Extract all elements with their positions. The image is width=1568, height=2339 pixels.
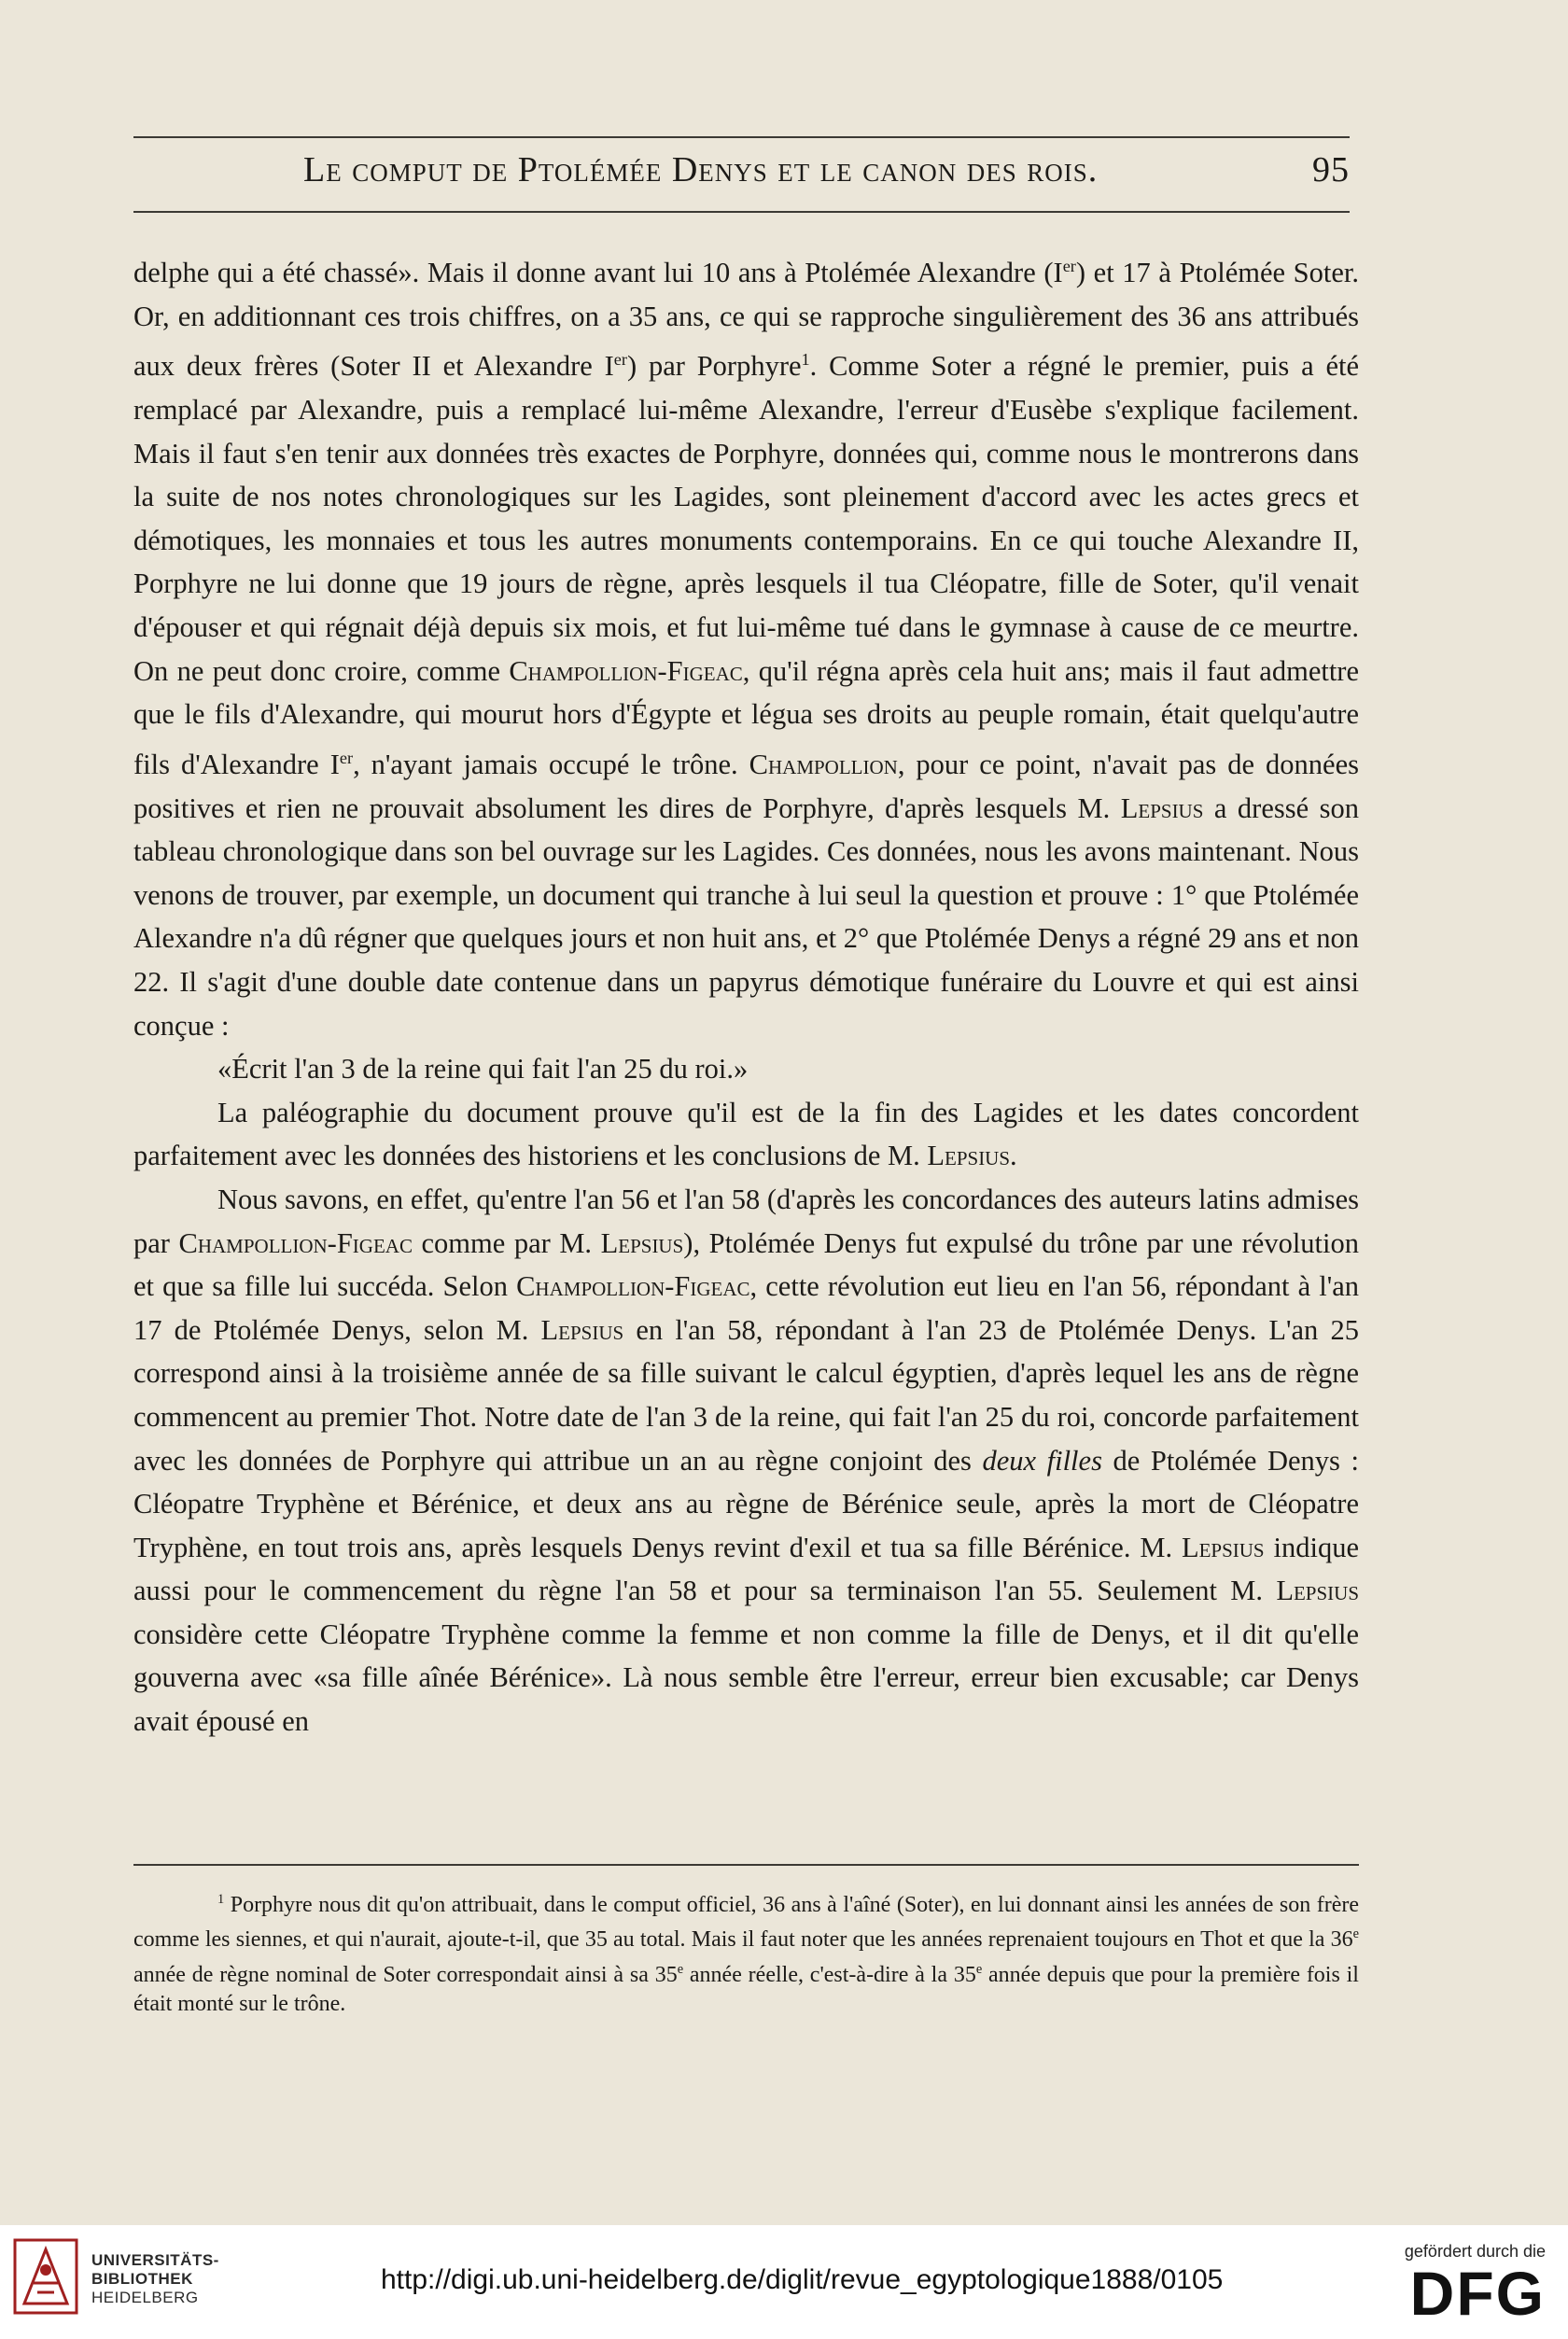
page-number: 95 [1312,150,1350,189]
running-header [133,149,1350,202]
running-title: Le comput de Ptolémée Denys et le canon des rois. [303,150,1099,189]
header-top-rule [133,136,1350,138]
paragraph: Nous savons, en effet, qu'entre l'an 56 et l'an 58 (d'après les concordances des auteurs latins admises par Champollion-Figeac comme par M. Lepsius), Ptolémée Denys fut expulsé du trône par une révolution et que sa fille lui succéda. Selon Champollion-Figeac, cette révolution eut lieu en l'an 56, répondant à l'an 17 de Ptolémée Denys, selon M. Lepsius en l'an 58, répondant à l'an 23 de Ptolémée Denys. L'an 25 correspond ainsi à la troisième année de sa fille suivant le calcul égyptien, d'après lequel les ans de règne commencent au premier Thot. Notre date de l'an 3 de la reine, qui fait l'an 25 du roi, concorde parfaitement avec les données de Porphyre qui attribue un an au règne conjoint des deux filles de Ptolémée Denys : Cléopatre Tryphène et Bérénice, et deux ans au règne de Bérénice seule, après la mort de Cléopatre Tryphène, en tout trois ans, après lesquels Denys revint d'exil et tua sa fille Bérénice. M. Lepsius indique aussi pour le commencement du règne l'an 58 et pour sa terminaison l'an 55. Seulement M. Lepsius considère cette Cléopatre Tryphène comme la femme et non comme la fille de Denys, et il dit qu'elle gouverna avec «sa fille aînée Bérénice». Là nous semble être l'erreur, erreur bien excusable; car Denys avait épousé en [133,1183,1360,1738]
university-seal-icon [13,2238,78,2315]
viewer-footer [0,2225,1568,2339]
institution-line: UNIVERSITÄTS- [91,2251,219,2269]
permalink-url[interactable]: http://digi.ub.uni-heidelberg.de/diglit/revue_egyptologique1888/0105 [381,2264,1224,2295]
quotation: «Écrit l'an 3 de la reine qui fait l'an 25 du roi.» [217,1053,749,1085]
footnote-text: $^1$ Porphyre nous dit qu'on attribuait, dans le comput officiel, 36 ans à l'aîné (Soter), en lui donnant ainsi les années de son frère comme les siennes, et qui n'aurait, ajoute-t-il, que 35 au total. Mais il faut noter que les années reprenaient toujours en Thot et que la 36e année de règne nominal de Soter correspondait ainsi à sa 35e année réelle, c'est-à-dire à la 35e année depuis que pour la première fois il était monté sur le trône. [133,1892,1359,2017]
dfg-logo: DFG [1409,2259,1546,2328]
body-text [133,245,1359,1744]
paragraph: delphe qui a été chassé». Mais il donne avant lui 10 ans à Ptolémée Alexandre (Ier) et 17 à Ptolémée Soter. Or, en additionnant ces trois chiffres, on a 35 ans, ce qui se rapproche singulièrement des 36 ans attribués aux deux frères (Soter II et Alexandre Ier) par Porphyre$^1$. Comme Soter a régné le premier, puis a été remplacé par Alexandre, puis a remplacé lui-même Alexandre, l'erreur d'Eusèbe s'explique facilement. Mais il faut s'en tenir aux données très exactes de Porphyre, données qui, comme nous le montrerons dans la suite de nos notes chronologiques sur les Lagides, sont pleinement d'accord avec les actes grecs et démotiques, les monnaies et tous les autres monuments contemporains. En ce qui touche Alexandre II, Porphyre ne lui donne que 19 jours de règne, après lesquels il tua Cléopatre, fille de Soter, qu'il venait d'épouser et qui régnait déjà depuis six mois, et fut lui-même tué dans le gymnase à cause de ce meurtre. On ne peut donc croire, comme Champollion-Figeac, qu'il régna après cela huit ans; mais il faut admettre que le fils d'Alexandre, qui mourut hors d'Égypte et légua ses droits au peuple romain, était quelqu'autre fils d'Alexandre Ier, n'ayant jamais occupé le trône. Champollion, pour ce point, n'avait pas de données positives et rien ne prouvait absolument les dires de Porphyre, d'après lesquels M. Lepsius a dressé son tableau chronologique dans son bel ouvrage sur les Lagides. Ces données, nous les avons maintenant. Nous venons de trouver, par exemple, un document qui tranche à lui seul la question et prouve : 1° que Ptolémée Alexandre n'a dû régner que quelques jours et non huit ans, et 2° que Ptolémée Denys a régné 29 ans et non 22. Il s'agit d'une double date contenue dans un papyrus démotique funéraire du Louvre et qui est ainsi conçue : [133,257,1360,1042]
footnote-rule [133,1864,1359,1866]
footnote [133,1885,1359,2020]
institution-line: BIBLIOTHEK [91,2270,193,2288]
paragraph: La paléographie du document prouve qu'il est de la fin des Lagides et les dates concordent parfaitement avec les données des historiens et les conclusions de M. Lepsius. [133,1096,1359,1172]
institution-name [91,2251,219,2307]
funding-note: gefördert durch die [1404,2242,1546,2261]
header-bottom-rule [133,211,1350,213]
institution-line: HEIDELBERG [91,2289,199,2306]
